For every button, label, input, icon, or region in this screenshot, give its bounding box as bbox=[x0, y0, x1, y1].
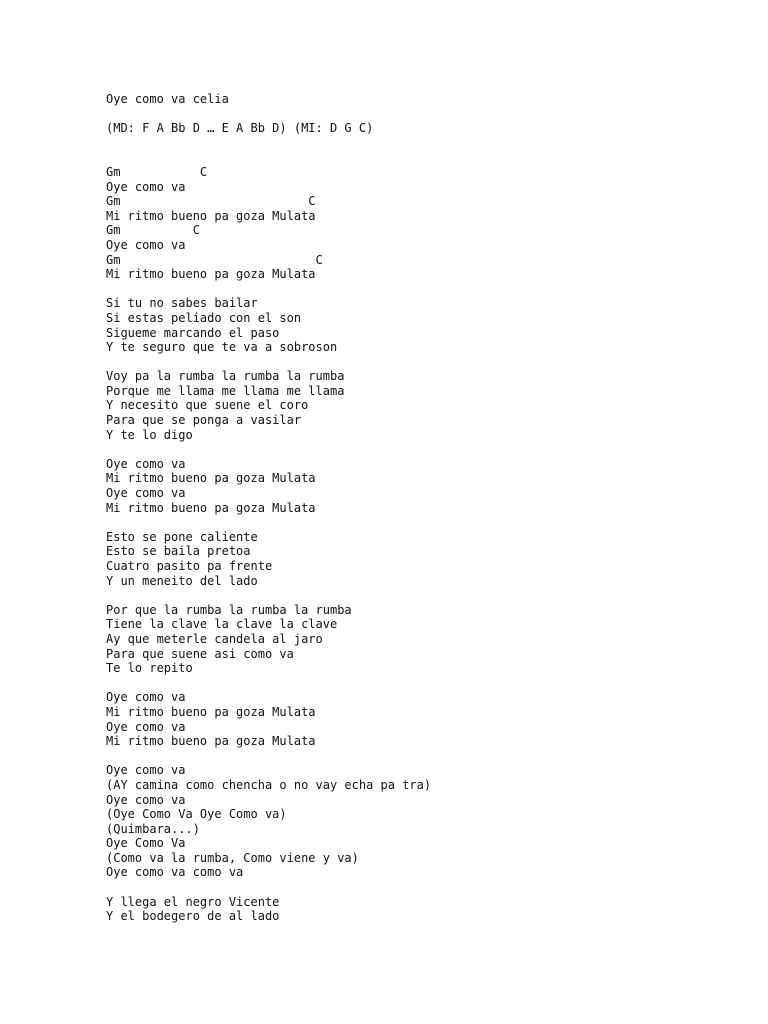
lyric-line: Te lo repito bbox=[106, 661, 193, 676]
lyric-line: Mi ritmo bueno pa goza Mulata bbox=[106, 704, 316, 719]
lyric-line: Oye como va bbox=[106, 237, 186, 252]
lyric-line: Si tu no sabes bailar bbox=[106, 296, 258, 311]
lyric-line: Y necesito que suene el coro bbox=[106, 398, 309, 413]
lyric-line: Oye como va bbox=[106, 763, 186, 778]
lyric-line: Oye como va bbox=[106, 179, 186, 194]
lyric-line: Oye como va bbox=[106, 690, 186, 705]
lyric-line: Esto se baila pretoa bbox=[106, 544, 251, 559]
lyric-line: Sigueme marcando el paso bbox=[106, 325, 280, 340]
lyric-line: Mi ritmo bueno pa goza Mulata bbox=[106, 500, 316, 515]
lyric-line: Oye Como Va bbox=[106, 836, 186, 851]
chord-line: Gm C bbox=[106, 252, 323, 267]
lyric-line: Y llega el negro Vicente bbox=[106, 894, 280, 909]
lyric-line: Ay que meterle candela al jaro bbox=[106, 631, 323, 646]
lyric-line: Y te lo digo bbox=[106, 427, 193, 442]
blank-line bbox=[106, 282, 746, 297]
lyric-line: Oye como va bbox=[106, 719, 186, 734]
lyric-line: Y te seguro que te va a sobroson bbox=[106, 340, 338, 355]
lyric-line: Si estas peliado con el son bbox=[106, 310, 302, 325]
blank-line bbox=[106, 442, 746, 457]
lyric-line: Oye como va bbox=[106, 792, 186, 807]
lyric-line: Por que la rumba la rumba la rumba bbox=[106, 602, 352, 617]
lyric-line: Mi ritmo bueno pa goza Mulata bbox=[106, 208, 316, 223]
blank-line bbox=[106, 588, 746, 603]
lyric-line: Y el bodegero de al lado bbox=[106, 909, 280, 924]
lyric-line: Cuatro pasito pa frente bbox=[106, 559, 273, 573]
blank-line bbox=[106, 880, 746, 895]
lyric-line: (Oye Como Va Oye Como va) bbox=[106, 807, 287, 822]
lyric-line: (Quimbara...) bbox=[106, 821, 200, 836]
lyric-line: Voy pa la rumba la rumba la rumba bbox=[106, 369, 345, 384]
lyric-line: Mi ritmo bueno pa goza Mulata bbox=[106, 267, 316, 282]
blank-line bbox=[106, 676, 746, 691]
lyric-line: Mi ritmo bueno pa goza Mulata bbox=[106, 734, 316, 749]
blank-line bbox=[106, 136, 746, 151]
chord-line: Gm C bbox=[106, 223, 200, 238]
lyric-line: Porque me llama me llama me llama bbox=[106, 383, 345, 398]
blank-line bbox=[106, 355, 746, 370]
lyric-line: Y un meneito del lado bbox=[106, 573, 258, 588]
blank-line bbox=[106, 515, 746, 530]
chord-line: Gm C bbox=[106, 194, 316, 209]
lyric-line: Para que suene asi como va bbox=[106, 646, 294, 661]
lyric-line: Para que se ponga a vasilar bbox=[106, 413, 302, 428]
lyrics-chord-sheet bbox=[106, 92, 746, 924]
lyric-line: Mi ritmo bueno pa goza Mulata bbox=[106, 471, 316, 486]
chord-legend: (MD: F A Bb D … E A Bb D) (MI: D G C) bbox=[106, 121, 374, 136]
lyric-line: Oye como va como va bbox=[106, 865, 244, 880]
lyric-line: Oye como va bbox=[106, 456, 186, 471]
blank-line bbox=[106, 107, 746, 122]
lyric-line: Esto se pone caliente bbox=[106, 529, 258, 544]
lyric-line: Oye como va bbox=[106, 486, 186, 501]
song-title: Oye como va celia bbox=[106, 92, 229, 106]
lyric-line: Tiene la clave la clave la clave bbox=[106, 617, 338, 632]
blank-line bbox=[106, 150, 746, 165]
chord-line: Gm C bbox=[106, 164, 208, 179]
blank-line bbox=[106, 749, 746, 764]
lyric-line: (AY camina como chencha o no vay echa pa tra) bbox=[106, 777, 432, 792]
lyric-line: (Como va la rumba, Como viene y va) bbox=[106, 850, 359, 865]
